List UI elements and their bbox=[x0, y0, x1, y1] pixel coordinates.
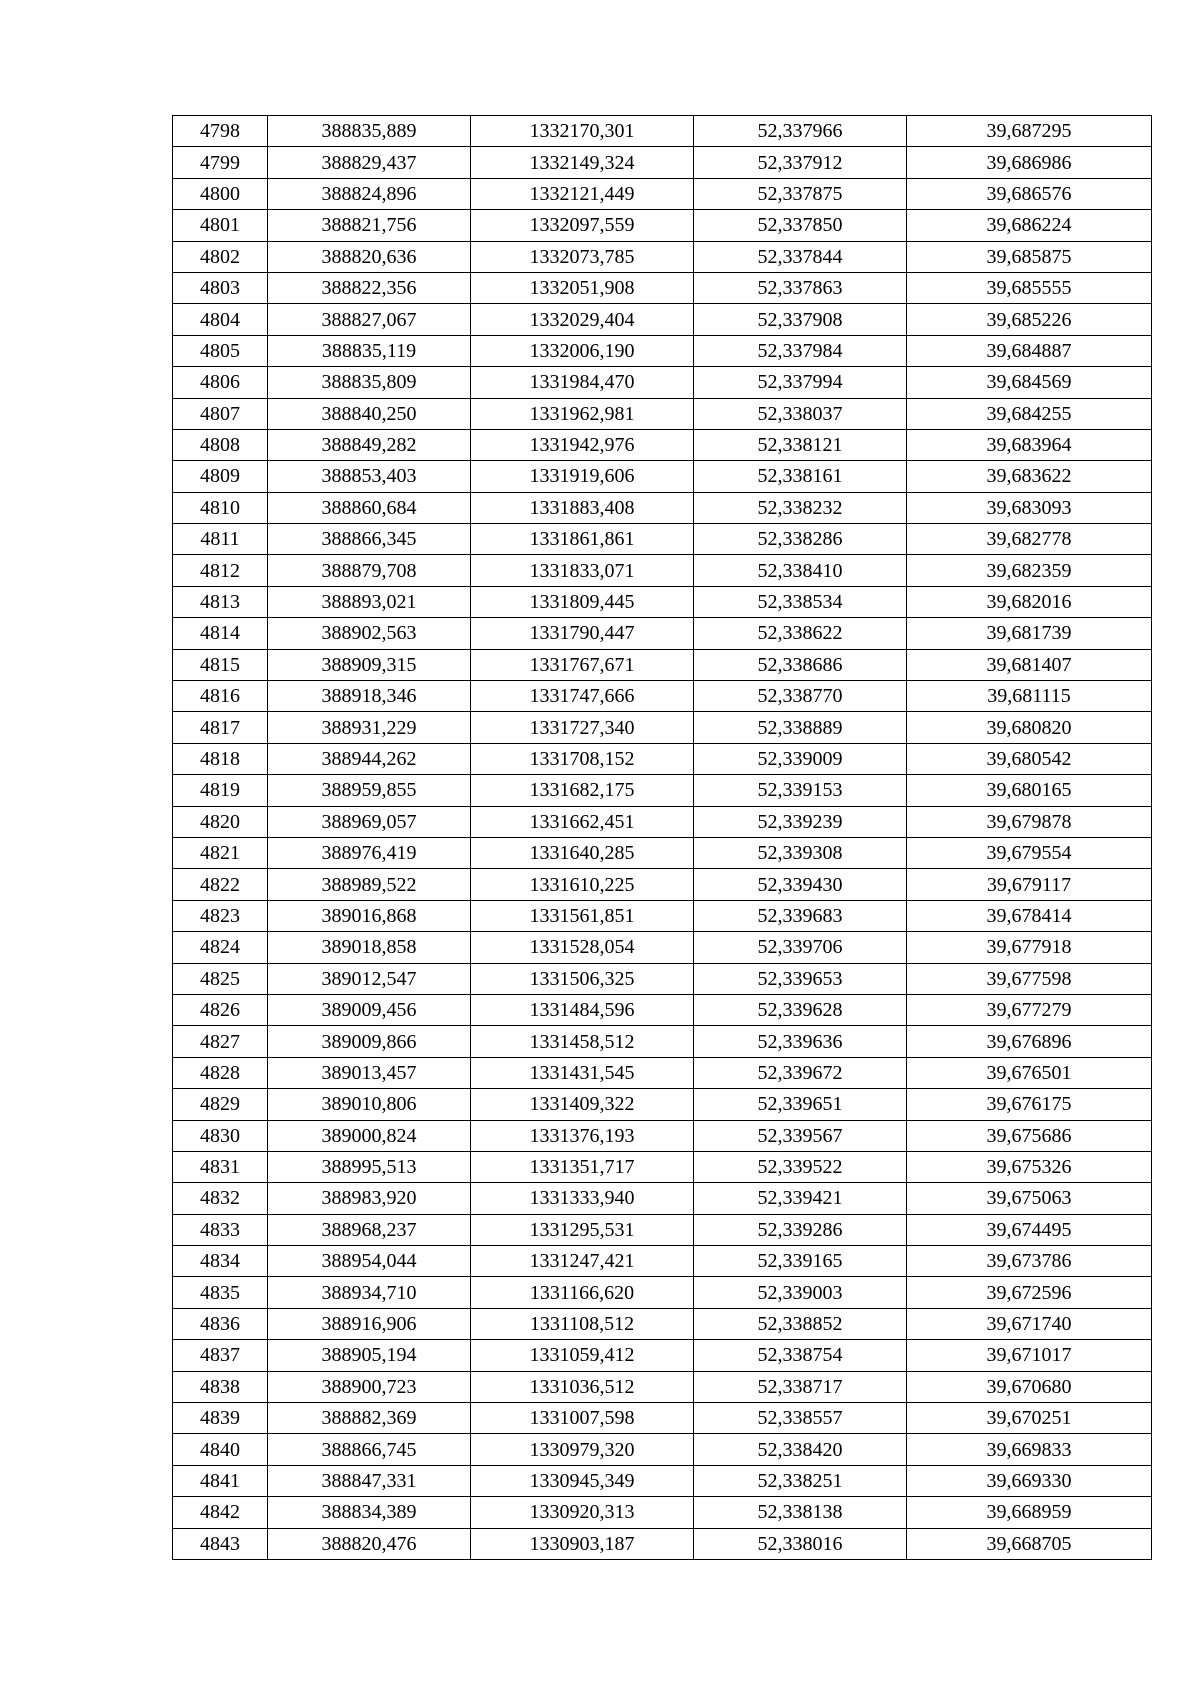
table-row bbox=[173, 743, 1152, 774]
latitude-cell: 52,338410 bbox=[694, 555, 907, 586]
point-number-cell: 4827 bbox=[173, 1026, 268, 1057]
longitude-cell: 39,686986 bbox=[907, 147, 1152, 178]
latitude-cell: 52,338161 bbox=[694, 461, 907, 492]
y-coordinate-cell: 1331984,470 bbox=[471, 367, 694, 398]
longitude-cell: 39,686224 bbox=[907, 210, 1152, 241]
y-coordinate-cell: 1331351,717 bbox=[471, 1151, 694, 1182]
longitude-cell: 39,681407 bbox=[907, 649, 1152, 680]
latitude-cell: 52,337912 bbox=[694, 147, 907, 178]
x-coordinate-cell: 388879,708 bbox=[268, 555, 471, 586]
table-row bbox=[173, 1340, 1152, 1371]
y-coordinate-cell: 1332149,324 bbox=[471, 147, 694, 178]
y-coordinate-cell: 1331431,545 bbox=[471, 1057, 694, 1088]
x-coordinate-cell: 389009,456 bbox=[268, 994, 471, 1025]
y-coordinate-cell: 1331809,445 bbox=[471, 586, 694, 617]
x-coordinate-cell: 388835,889 bbox=[268, 116, 471, 147]
latitude-cell: 52,337994 bbox=[694, 367, 907, 398]
table-row bbox=[173, 147, 1152, 178]
y-coordinate-cell: 1330903,187 bbox=[471, 1528, 694, 1559]
latitude-cell: 52,337850 bbox=[694, 210, 907, 241]
latitude-cell: 52,339165 bbox=[694, 1246, 907, 1277]
x-coordinate-cell: 388835,809 bbox=[268, 367, 471, 398]
longitude-cell: 39,679554 bbox=[907, 837, 1152, 868]
latitude-cell: 52,338016 bbox=[694, 1528, 907, 1559]
latitude-cell: 52,339421 bbox=[694, 1183, 907, 1214]
y-coordinate-cell: 1331108,512 bbox=[471, 1308, 694, 1339]
latitude-cell: 52,339239 bbox=[694, 806, 907, 837]
longitude-cell: 39,671017 bbox=[907, 1340, 1152, 1371]
point-number-cell: 4835 bbox=[173, 1277, 268, 1308]
table-row bbox=[173, 963, 1152, 994]
x-coordinate-cell: 388821,756 bbox=[268, 210, 471, 241]
table-row bbox=[173, 586, 1152, 617]
table-row bbox=[173, 1465, 1152, 1496]
point-number-cell: 4799 bbox=[173, 147, 268, 178]
point-number-cell: 4803 bbox=[173, 272, 268, 303]
table-row bbox=[173, 1120, 1152, 1151]
longitude-cell: 39,681115 bbox=[907, 681, 1152, 712]
coordinates-table bbox=[172, 115, 1152, 1560]
point-number-cell: 4831 bbox=[173, 1151, 268, 1182]
y-coordinate-cell: 1331247,421 bbox=[471, 1246, 694, 1277]
latitude-cell: 52,338138 bbox=[694, 1497, 907, 1528]
latitude-cell: 52,338686 bbox=[694, 649, 907, 680]
x-coordinate-cell: 389018,858 bbox=[268, 932, 471, 963]
x-coordinate-cell: 388840,250 bbox=[268, 398, 471, 429]
latitude-cell: 52,338534 bbox=[694, 586, 907, 617]
longitude-cell: 39,674495 bbox=[907, 1214, 1152, 1245]
y-coordinate-cell: 1330920,313 bbox=[471, 1497, 694, 1528]
longitude-cell: 39,683964 bbox=[907, 429, 1152, 460]
longitude-cell: 39,668705 bbox=[907, 1528, 1152, 1559]
point-number-cell: 4836 bbox=[173, 1308, 268, 1339]
longitude-cell: 39,681739 bbox=[907, 618, 1152, 649]
y-coordinate-cell: 1331790,447 bbox=[471, 618, 694, 649]
table-row bbox=[173, 900, 1152, 931]
table-row bbox=[173, 335, 1152, 366]
longitude-cell: 39,682016 bbox=[907, 586, 1152, 617]
table-row bbox=[173, 618, 1152, 649]
x-coordinate-cell: 388976,419 bbox=[268, 837, 471, 868]
point-number-cell: 4813 bbox=[173, 586, 268, 617]
y-coordinate-cell: 1331767,671 bbox=[471, 649, 694, 680]
table-row bbox=[173, 178, 1152, 209]
longitude-cell: 39,680165 bbox=[907, 775, 1152, 806]
table-row bbox=[173, 1183, 1152, 1214]
x-coordinate-cell: 388931,229 bbox=[268, 712, 471, 743]
point-number-cell: 4826 bbox=[173, 994, 268, 1025]
y-coordinate-cell: 1331506,325 bbox=[471, 963, 694, 994]
point-number-cell: 4817 bbox=[173, 712, 268, 743]
table-row bbox=[173, 775, 1152, 806]
point-number-cell: 4804 bbox=[173, 304, 268, 335]
longitude-cell: 39,677918 bbox=[907, 932, 1152, 963]
longitude-cell: 39,684255 bbox=[907, 398, 1152, 429]
latitude-cell: 52,338717 bbox=[694, 1371, 907, 1402]
longitude-cell: 39,672596 bbox=[907, 1277, 1152, 1308]
y-coordinate-cell: 1331166,620 bbox=[471, 1277, 694, 1308]
x-coordinate-cell: 388834,389 bbox=[268, 1497, 471, 1528]
x-coordinate-cell: 388882,369 bbox=[268, 1403, 471, 1434]
x-coordinate-cell: 388860,684 bbox=[268, 492, 471, 523]
table-row bbox=[173, 1403, 1152, 1434]
longitude-cell: 39,679117 bbox=[907, 869, 1152, 900]
longitude-cell: 39,669330 bbox=[907, 1465, 1152, 1496]
latitude-cell: 52,338286 bbox=[694, 524, 907, 555]
point-number-cell: 4833 bbox=[173, 1214, 268, 1245]
y-coordinate-cell: 1332097,559 bbox=[471, 210, 694, 241]
table-row bbox=[173, 1528, 1152, 1559]
longitude-cell: 39,676896 bbox=[907, 1026, 1152, 1057]
x-coordinate-cell: 388995,513 bbox=[268, 1151, 471, 1182]
x-coordinate-cell: 388900,723 bbox=[268, 1371, 471, 1402]
point-number-cell: 4825 bbox=[173, 963, 268, 994]
latitude-cell: 52,338251 bbox=[694, 1465, 907, 1496]
longitude-cell: 39,669833 bbox=[907, 1434, 1152, 1465]
table-row bbox=[173, 304, 1152, 335]
table-row bbox=[173, 116, 1152, 147]
table-row bbox=[173, 461, 1152, 492]
table-row bbox=[173, 837, 1152, 868]
point-number-cell: 4809 bbox=[173, 461, 268, 492]
table-row bbox=[173, 429, 1152, 460]
table-row bbox=[173, 272, 1152, 303]
longitude-cell: 39,676501 bbox=[907, 1057, 1152, 1088]
y-coordinate-cell: 1332051,908 bbox=[471, 272, 694, 303]
longitude-cell: 39,677598 bbox=[907, 963, 1152, 994]
table-row bbox=[173, 712, 1152, 743]
longitude-cell: 39,677279 bbox=[907, 994, 1152, 1025]
latitude-cell: 52,337875 bbox=[694, 178, 907, 209]
x-coordinate-cell: 388905,194 bbox=[268, 1340, 471, 1371]
point-number-cell: 4806 bbox=[173, 367, 268, 398]
latitude-cell: 52,337844 bbox=[694, 241, 907, 272]
table-row bbox=[173, 1057, 1152, 1088]
table-row bbox=[173, 1246, 1152, 1277]
x-coordinate-cell: 388968,237 bbox=[268, 1214, 471, 1245]
y-coordinate-cell: 1331409,322 bbox=[471, 1089, 694, 1120]
table-row bbox=[173, 1277, 1152, 1308]
point-number-cell: 4838 bbox=[173, 1371, 268, 1402]
y-coordinate-cell: 1331833,071 bbox=[471, 555, 694, 586]
y-coordinate-cell: 1331708,152 bbox=[471, 743, 694, 774]
point-number-cell: 4832 bbox=[173, 1183, 268, 1214]
y-coordinate-cell: 1331561,851 bbox=[471, 900, 694, 931]
point-number-cell: 4818 bbox=[173, 743, 268, 774]
longitude-cell: 39,684887 bbox=[907, 335, 1152, 366]
x-coordinate-cell: 388847,331 bbox=[268, 1465, 471, 1496]
table-row bbox=[173, 869, 1152, 900]
x-coordinate-cell: 388866,745 bbox=[268, 1434, 471, 1465]
x-coordinate-cell: 389010,806 bbox=[268, 1089, 471, 1120]
x-coordinate-cell: 388954,044 bbox=[268, 1246, 471, 1277]
latitude-cell: 52,339522 bbox=[694, 1151, 907, 1182]
x-coordinate-cell: 389009,866 bbox=[268, 1026, 471, 1057]
point-number-cell: 4839 bbox=[173, 1403, 268, 1434]
x-coordinate-cell: 388822,356 bbox=[268, 272, 471, 303]
y-coordinate-cell: 1331036,512 bbox=[471, 1371, 694, 1402]
y-coordinate-cell: 1331919,606 bbox=[471, 461, 694, 492]
point-number-cell: 4830 bbox=[173, 1120, 268, 1151]
point-number-cell: 4819 bbox=[173, 775, 268, 806]
x-coordinate-cell: 388827,067 bbox=[268, 304, 471, 335]
longitude-cell: 39,683622 bbox=[907, 461, 1152, 492]
y-coordinate-cell: 1330945,349 bbox=[471, 1465, 694, 1496]
y-coordinate-cell: 1331727,340 bbox=[471, 712, 694, 743]
table-row bbox=[173, 398, 1152, 429]
y-coordinate-cell: 1331376,193 bbox=[471, 1120, 694, 1151]
latitude-cell: 52,337966 bbox=[694, 116, 907, 147]
x-coordinate-cell: 388893,021 bbox=[268, 586, 471, 617]
table-row bbox=[173, 1371, 1152, 1402]
point-number-cell: 4843 bbox=[173, 1528, 268, 1559]
latitude-cell: 52,337908 bbox=[694, 304, 907, 335]
table-row bbox=[173, 210, 1152, 241]
longitude-cell: 39,685555 bbox=[907, 272, 1152, 303]
table-row bbox=[173, 1151, 1152, 1182]
latitude-cell: 52,339636 bbox=[694, 1026, 907, 1057]
x-coordinate-cell: 388989,522 bbox=[268, 869, 471, 900]
latitude-cell: 52,339308 bbox=[694, 837, 907, 868]
y-coordinate-cell: 1331528,054 bbox=[471, 932, 694, 963]
latitude-cell: 52,339706 bbox=[694, 932, 907, 963]
table-row bbox=[173, 241, 1152, 272]
longitude-cell: 39,680542 bbox=[907, 743, 1152, 774]
point-number-cell: 4808 bbox=[173, 429, 268, 460]
x-coordinate-cell: 389012,547 bbox=[268, 963, 471, 994]
point-number-cell: 4821 bbox=[173, 837, 268, 868]
latitude-cell: 52,339003 bbox=[694, 1277, 907, 1308]
longitude-cell: 39,671740 bbox=[907, 1308, 1152, 1339]
latitude-cell: 52,339628 bbox=[694, 994, 907, 1025]
y-coordinate-cell: 1331861,861 bbox=[471, 524, 694, 555]
longitude-cell: 39,675063 bbox=[907, 1183, 1152, 1214]
x-coordinate-cell: 388866,345 bbox=[268, 524, 471, 555]
x-coordinate-cell: 388820,476 bbox=[268, 1528, 471, 1559]
table-row bbox=[173, 492, 1152, 523]
longitude-cell: 39,685226 bbox=[907, 304, 1152, 335]
y-coordinate-cell: 1332006,190 bbox=[471, 335, 694, 366]
latitude-cell: 52,338889 bbox=[694, 712, 907, 743]
point-number-cell: 4842 bbox=[173, 1497, 268, 1528]
latitude-cell: 52,337984 bbox=[694, 335, 907, 366]
y-coordinate-cell: 1331333,940 bbox=[471, 1183, 694, 1214]
longitude-cell: 39,682778 bbox=[907, 524, 1152, 555]
table-row bbox=[173, 367, 1152, 398]
x-coordinate-cell: 388934,710 bbox=[268, 1277, 471, 1308]
longitude-cell: 39,680820 bbox=[907, 712, 1152, 743]
x-coordinate-cell: 388969,057 bbox=[268, 806, 471, 837]
point-number-cell: 4805 bbox=[173, 335, 268, 366]
latitude-cell: 52,339653 bbox=[694, 963, 907, 994]
x-coordinate-cell: 388849,282 bbox=[268, 429, 471, 460]
latitude-cell: 52,338420 bbox=[694, 1434, 907, 1465]
x-coordinate-cell: 388918,346 bbox=[268, 681, 471, 712]
latitude-cell: 52,339009 bbox=[694, 743, 907, 774]
y-coordinate-cell: 1332073,785 bbox=[471, 241, 694, 272]
point-number-cell: 4837 bbox=[173, 1340, 268, 1371]
latitude-cell: 52,338037 bbox=[694, 398, 907, 429]
longitude-cell: 39,670680 bbox=[907, 1371, 1152, 1402]
longitude-cell: 39,684569 bbox=[907, 367, 1152, 398]
longitude-cell: 39,670251 bbox=[907, 1403, 1152, 1434]
x-coordinate-cell: 389016,868 bbox=[268, 900, 471, 931]
y-coordinate-cell: 1331059,412 bbox=[471, 1340, 694, 1371]
longitude-cell: 39,675686 bbox=[907, 1120, 1152, 1151]
x-coordinate-cell: 388983,920 bbox=[268, 1183, 471, 1214]
table-row bbox=[173, 1434, 1152, 1465]
y-coordinate-cell: 1332170,301 bbox=[471, 116, 694, 147]
longitude-cell: 39,673786 bbox=[907, 1246, 1152, 1277]
longitude-cell: 39,675326 bbox=[907, 1151, 1152, 1182]
y-coordinate-cell: 1331883,408 bbox=[471, 492, 694, 523]
table-row bbox=[173, 1308, 1152, 1339]
point-number-cell: 4816 bbox=[173, 681, 268, 712]
table-row bbox=[173, 649, 1152, 680]
longitude-cell: 39,687295 bbox=[907, 116, 1152, 147]
x-coordinate-cell: 389013,457 bbox=[268, 1057, 471, 1088]
x-coordinate-cell: 388835,119 bbox=[268, 335, 471, 366]
x-coordinate-cell: 388820,636 bbox=[268, 241, 471, 272]
longitude-cell: 39,682359 bbox=[907, 555, 1152, 586]
y-coordinate-cell: 1331007,598 bbox=[471, 1403, 694, 1434]
x-coordinate-cell: 388829,437 bbox=[268, 147, 471, 178]
x-coordinate-cell: 389000,824 bbox=[268, 1120, 471, 1151]
point-number-cell: 4822 bbox=[173, 869, 268, 900]
latitude-cell: 52,339567 bbox=[694, 1120, 907, 1151]
point-number-cell: 4810 bbox=[173, 492, 268, 523]
point-number-cell: 4820 bbox=[173, 806, 268, 837]
table-row bbox=[173, 1497, 1152, 1528]
coordinates-table-body bbox=[173, 116, 1152, 1560]
y-coordinate-cell: 1331458,512 bbox=[471, 1026, 694, 1057]
latitude-cell: 52,339153 bbox=[694, 775, 907, 806]
point-number-cell: 4828 bbox=[173, 1057, 268, 1088]
y-coordinate-cell: 1332029,404 bbox=[471, 304, 694, 335]
point-number-cell: 4807 bbox=[173, 398, 268, 429]
y-coordinate-cell: 1330979,320 bbox=[471, 1434, 694, 1465]
latitude-cell: 52,337863 bbox=[694, 272, 907, 303]
point-number-cell: 4812 bbox=[173, 555, 268, 586]
x-coordinate-cell: 388824,896 bbox=[268, 178, 471, 209]
x-coordinate-cell: 388909,315 bbox=[268, 649, 471, 680]
x-coordinate-cell: 388944,262 bbox=[268, 743, 471, 774]
longitude-cell: 39,668959 bbox=[907, 1497, 1152, 1528]
x-coordinate-cell: 388902,563 bbox=[268, 618, 471, 649]
x-coordinate-cell: 388853,403 bbox=[268, 461, 471, 492]
longitude-cell: 39,686576 bbox=[907, 178, 1152, 209]
latitude-cell: 52,338770 bbox=[694, 681, 907, 712]
table-row bbox=[173, 994, 1152, 1025]
table-row bbox=[173, 524, 1152, 555]
point-number-cell: 4801 bbox=[173, 210, 268, 241]
latitude-cell: 52,338121 bbox=[694, 429, 907, 460]
point-number-cell: 4798 bbox=[173, 116, 268, 147]
point-number-cell: 4811 bbox=[173, 524, 268, 555]
latitude-cell: 52,339683 bbox=[694, 900, 907, 931]
point-number-cell: 4823 bbox=[173, 900, 268, 931]
table-row bbox=[173, 1026, 1152, 1057]
longitude-cell: 39,685875 bbox=[907, 241, 1152, 272]
table-row bbox=[173, 1089, 1152, 1120]
table-row bbox=[173, 932, 1152, 963]
point-number-cell: 4802 bbox=[173, 241, 268, 272]
y-coordinate-cell: 1331747,666 bbox=[471, 681, 694, 712]
table-row bbox=[173, 806, 1152, 837]
latitude-cell: 52,339651 bbox=[694, 1089, 907, 1120]
y-coordinate-cell: 1331662,451 bbox=[471, 806, 694, 837]
x-coordinate-cell: 388916,906 bbox=[268, 1308, 471, 1339]
y-coordinate-cell: 1331962,981 bbox=[471, 398, 694, 429]
y-coordinate-cell: 1331484,596 bbox=[471, 994, 694, 1025]
x-coordinate-cell: 388959,855 bbox=[268, 775, 471, 806]
y-coordinate-cell: 1331942,976 bbox=[471, 429, 694, 460]
latitude-cell: 52,339672 bbox=[694, 1057, 907, 1088]
y-coordinate-cell: 1331295,531 bbox=[471, 1214, 694, 1245]
point-number-cell: 4840 bbox=[173, 1434, 268, 1465]
y-coordinate-cell: 1331682,175 bbox=[471, 775, 694, 806]
y-coordinate-cell: 1331640,285 bbox=[471, 837, 694, 868]
latitude-cell: 52,338557 bbox=[694, 1403, 907, 1434]
longitude-cell: 39,676175 bbox=[907, 1089, 1152, 1120]
latitude-cell: 52,338622 bbox=[694, 618, 907, 649]
point-number-cell: 4829 bbox=[173, 1089, 268, 1120]
y-coordinate-cell: 1332121,449 bbox=[471, 178, 694, 209]
table-row bbox=[173, 555, 1152, 586]
point-number-cell: 4800 bbox=[173, 178, 268, 209]
longitude-cell: 39,683093 bbox=[907, 492, 1152, 523]
point-number-cell: 4815 bbox=[173, 649, 268, 680]
latitude-cell: 52,338852 bbox=[694, 1308, 907, 1339]
point-number-cell: 4841 bbox=[173, 1465, 268, 1496]
latitude-cell: 52,339430 bbox=[694, 869, 907, 900]
point-number-cell: 4824 bbox=[173, 932, 268, 963]
latitude-cell: 52,339286 bbox=[694, 1214, 907, 1245]
table-row bbox=[173, 1214, 1152, 1245]
y-coordinate-cell: 1331610,225 bbox=[471, 869, 694, 900]
longitude-cell: 39,678414 bbox=[907, 900, 1152, 931]
latitude-cell: 52,338232 bbox=[694, 492, 907, 523]
point-number-cell: 4814 bbox=[173, 618, 268, 649]
latitude-cell: 52,338754 bbox=[694, 1340, 907, 1371]
table-row bbox=[173, 681, 1152, 712]
longitude-cell: 39,679878 bbox=[907, 806, 1152, 837]
point-number-cell: 4834 bbox=[173, 1246, 268, 1277]
